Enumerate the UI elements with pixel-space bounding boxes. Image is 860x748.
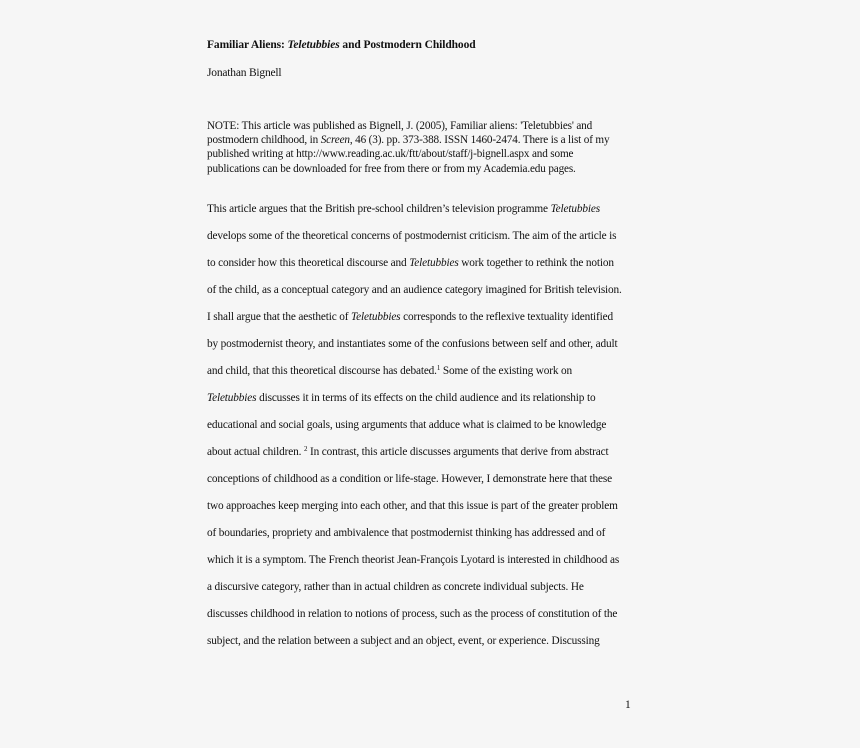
body-line bbox=[207, 336, 657, 363]
title-italic-text: Teletubbies bbox=[287, 39, 340, 51]
italic-title-text: Teletubbies bbox=[409, 257, 459, 269]
body-text: discusses it in terms of its effects on the child audience and its relationship to bbox=[256, 392, 596, 404]
body-text: This article argues that the British pre-school children’s television programme bbox=[207, 203, 551, 215]
body-line bbox=[207, 228, 657, 255]
publication-note bbox=[207, 119, 647, 176]
body-line bbox=[207, 309, 657, 336]
article-body bbox=[207, 201, 657, 660]
body-text: which it is a symptom. The French theorist Jean-François Lyotard is interested in childhood as bbox=[207, 554, 620, 566]
note-text: , 46 (3). pp. 373-388. ISSN 1460-2474. There is a list of my bbox=[349, 134, 610, 147]
body-line bbox=[207, 552, 657, 579]
note-text: NOTE: This article was published as Bignell, J. (2005), Familiar aliens: 'Teletubbies' and bbox=[207, 120, 593, 132]
body-line bbox=[207, 363, 657, 390]
body-text: corresponds to the reflexive textuality identified bbox=[400, 311, 614, 323]
body-text: of the child, as a conceptual category and an audience category imagined for British television. bbox=[207, 284, 622, 296]
body-line bbox=[207, 498, 657, 525]
body-text: of boundaries, propriety and ambivalence that postmodernist thinking has addressed and of bbox=[207, 527, 606, 539]
italic-title-text: Teletubbies bbox=[351, 311, 401, 323]
note-text: published writing at http://www.reading.ac.uk/ftt/about/staff/j-bignell.aspx and some bbox=[207, 148, 574, 161]
footnote-marker[interactable]: 2 bbox=[303, 445, 308, 453]
note-line bbox=[207, 147, 647, 161]
body-text: I shall argue that the aesthetic of bbox=[207, 311, 352, 323]
note-text: postmodern childhood, in bbox=[207, 134, 321, 147]
body-text: work together to rethink the notion bbox=[458, 257, 614, 269]
body-text: by postmodernist theory, and instantiates some of the confusions between self and other, adult bbox=[207, 338, 618, 350]
body-text: discusses childhood in relation to notions of process, such as the process of constitution of the bbox=[207, 608, 618, 620]
body-line bbox=[207, 417, 657, 444]
body-text: and child, that this theoretical discourse has debated. bbox=[207, 365, 437, 377]
note-line bbox=[207, 162, 647, 176]
author-name: Jonathan Bignell bbox=[207, 67, 282, 79]
italic-title-text: Teletubbies bbox=[550, 203, 600, 215]
body-text: to consider how this theoretical discourse and bbox=[207, 257, 410, 269]
body-line bbox=[207, 471, 657, 498]
body-line bbox=[207, 444, 657, 471]
body-text: subject, and the relation between a subject and an object, event, or experience. Discussing bbox=[207, 635, 600, 647]
note-text: publications can be downloaded for free from there or from my Academia.edu pages. bbox=[207, 162, 576, 175]
note-italic-text: Screen bbox=[320, 134, 350, 147]
body-text: educational and social goals, using arguments that adduce what is claimed to be knowledge bbox=[207, 419, 607, 431]
body-text: about actual children. bbox=[207, 446, 304, 458]
body-line bbox=[207, 633, 657, 660]
body-text: develops some of the theoretical concerns of postmodernist criticism. The aim of the article is bbox=[207, 230, 617, 242]
note-line bbox=[207, 119, 647, 133]
body-line bbox=[207, 282, 657, 309]
title-text-end: and Postmodern Childhood bbox=[339, 39, 476, 51]
body-line bbox=[207, 255, 657, 282]
article-title bbox=[207, 39, 476, 51]
footnote-marker[interactable]: 1 bbox=[436, 364, 441, 372]
body-line bbox=[207, 606, 657, 633]
note-line bbox=[207, 133, 647, 147]
body-text: two approaches keep merging into each other, and that this issue is part of the greater problem bbox=[207, 500, 618, 512]
title-text: Familiar Aliens: bbox=[207, 39, 288, 51]
body-line bbox=[207, 201, 657, 228]
body-line bbox=[207, 579, 657, 606]
body-text: Some of the existing work on bbox=[440, 365, 573, 377]
body-text: In contrast, this article discusses arguments that derive from abstract bbox=[307, 446, 609, 458]
body-line bbox=[207, 390, 657, 417]
italic-title-text: Teletubbies bbox=[207, 392, 257, 404]
page-number: 1 bbox=[625, 699, 631, 711]
body-text: conceptions of childhood as a condition or life-stage. However, I demonstrate here that these bbox=[207, 473, 613, 485]
body-text: a discursive category, rather than in actual children as concrete individual subjects. He bbox=[207, 581, 584, 593]
body-line bbox=[207, 525, 657, 552]
